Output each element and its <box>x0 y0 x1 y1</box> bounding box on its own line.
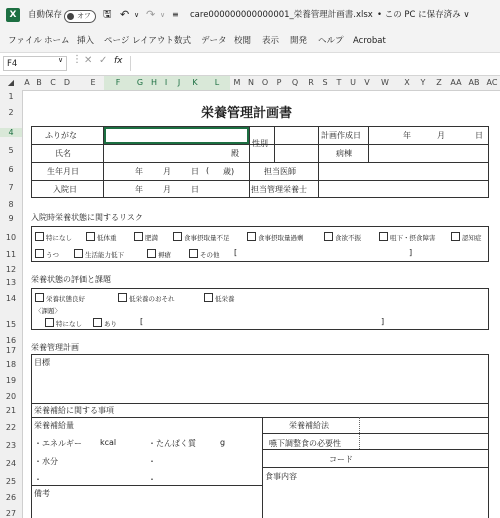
extra-dot-3: ・ <box>148 475 156 484</box>
row-15[interactable]: 15 <box>5 320 17 329</box>
plan-year: 年 <box>403 131 411 140</box>
col-AB[interactable]: AB <box>468 78 480 87</box>
checkbox-icon[interactable] <box>451 232 460 241</box>
col-O[interactable]: O <box>261 78 269 87</box>
save-status[interactable]: • この PC に保存済み ∨ <box>377 10 470 20</box>
checkbox-icon[interactable] <box>35 232 44 241</box>
meal-content-label: 食事内容 <box>265 472 297 481</box>
checkbox-icon[interactable] <box>35 249 44 258</box>
autosave-state: オフ <box>77 12 91 20</box>
risk-anorexia[interactable]: 食欲不振 <box>324 232 361 242</box>
col-U[interactable]: U <box>350 78 356 87</box>
menu-acrobat[interactable]: Acrobat <box>353 36 386 46</box>
age-label: 歳) <box>223 167 235 176</box>
ward-label: 病棟 <box>336 149 352 158</box>
checkbox-icon[interactable] <box>35 293 44 302</box>
birth-year: 年 <box>135 167 143 176</box>
formula-input[interactable] <box>130 56 497 71</box>
checkbox-icon[interactable] <box>118 293 127 302</box>
toggle-knob-icon <box>67 13 74 20</box>
menu-data[interactable]: データ <box>201 36 227 46</box>
undo-dropdown-icon[interactable]: ∨ <box>134 11 140 19</box>
checkbox-icon[interactable] <box>204 293 213 302</box>
name-label: 氏名 <box>55 149 71 158</box>
redo-icon[interactable]: ↷ <box>146 8 156 21</box>
row-26[interactable]: 26 <box>5 493 17 502</box>
title-bar <box>0 0 500 30</box>
customize-toolbar-icon[interactable]: ≡ <box>172 10 179 19</box>
checkbox-icon[interactable] <box>379 232 388 241</box>
supplement-amount-label: 栄養補給量 <box>34 421 74 430</box>
risk-depression[interactable]: うつ <box>35 249 59 259</box>
row-22[interactable]: 22 <box>5 423 17 432</box>
risk-underweight[interactable]: 低体重 <box>86 232 117 242</box>
swallow-label: 嚥下調整食の必要性 <box>269 439 341 448</box>
checkbox-icon[interactable] <box>247 232 256 241</box>
supplement-method-label: 栄養補給法 <box>289 421 329 430</box>
enter-icon[interactable]: ✓ <box>99 55 108 66</box>
protein-label: ・たんぱく質 <box>148 439 196 448</box>
row-5[interactable]: 5 <box>8 146 14 155</box>
autosave-label: 自動保存 <box>28 10 63 20</box>
active-cell-F4[interactable] <box>104 127 249 144</box>
col-E[interactable]: E <box>90 78 96 87</box>
formula-bar <box>0 53 500 76</box>
risk-other-bracket-close: ] <box>409 248 413 257</box>
plan-box <box>31 354 489 518</box>
more-icon: ⋮ <box>72 54 82 65</box>
row-11[interactable]: 11 <box>5 250 17 259</box>
birthdate-label: 生年月日 <box>47 167 79 176</box>
remarks-label: 備考 <box>34 489 50 498</box>
risk-intake-low[interactable]: 食事摂取量不足 <box>173 232 230 242</box>
menu-view[interactable]: 表示 <box>262 36 280 46</box>
risk-other[interactable]: その他 <box>189 249 220 259</box>
col-H[interactable]: H <box>148 76 160 90</box>
row-10[interactable]: 10 <box>5 233 17 242</box>
redo-dropdown-icon[interactable]: ∨ <box>160 11 166 19</box>
issue-bracket-open: [ <box>140 317 144 326</box>
eval-malnutrition[interactable]: 低栄養 <box>204 293 235 303</box>
risk-dysphagia[interactable]: 咀下・摂食障害 <box>379 232 436 242</box>
issue-exists[interactable]: あり <box>93 318 117 328</box>
extra-dot-1: ・ <box>148 457 156 466</box>
col-L[interactable]: L <box>204 76 230 90</box>
birth-month: 月 <box>163 167 171 176</box>
row-17[interactable]: 17 <box>5 346 17 355</box>
row-header <box>0 90 23 518</box>
row-13[interactable]: 13 <box>5 278 17 287</box>
row-24[interactable]: 24 <box>5 459 17 468</box>
energy-label: ・エネルギー <box>34 439 82 448</box>
save-icon[interactable]: 🖫 <box>103 9 112 20</box>
admit-year: 年 <box>135 185 143 194</box>
menu-formulas[interactable]: 数式 <box>174 36 192 46</box>
dono-label: 殿 <box>231 149 239 158</box>
col-AC[interactable]: AC <box>486 78 498 87</box>
col-T[interactable]: T <box>336 78 342 87</box>
col-AA[interactable]: AA <box>450 78 462 87</box>
furigana-label: ふりがな <box>45 131 77 140</box>
risk-other-bracket-open: [ <box>234 248 238 257</box>
row-21[interactable]: 21 <box>5 406 17 415</box>
row-18[interactable]: 18 <box>5 360 17 369</box>
ribbon-menu <box>0 30 500 53</box>
col-I[interactable]: I <box>160 76 172 90</box>
col-P[interactable]: P <box>276 78 282 87</box>
code-label: コード <box>329 455 353 464</box>
checkbox-icon[interactable] <box>173 232 182 241</box>
checkbox-icon[interactable] <box>147 249 156 258</box>
risk-intake-high[interactable]: 食事摂取量過剰 <box>247 232 304 242</box>
col-Y[interactable]: Y <box>420 78 426 87</box>
worksheet[interactable] <box>23 90 500 518</box>
select-all-corner[interactable]: ◢ <box>7 78 15 87</box>
age-open: ( <box>206 166 210 175</box>
extra-dot-2: ・ <box>34 475 42 484</box>
file-name: care000000000000001_栄養管理計画書.xlsx <box>190 10 373 20</box>
row-23[interactable]: 23 <box>5 441 17 450</box>
plan-date-label: 計画作成日 <box>321 131 361 140</box>
row-2[interactable]: 2 <box>8 108 14 117</box>
col-A[interactable]: A <box>24 78 30 87</box>
row-9[interactable]: 9 <box>8 214 14 223</box>
row-19[interactable]: 19 <box>5 376 17 385</box>
row-14[interactable]: 14 <box>5 294 17 303</box>
row-25[interactable]: 25 <box>5 477 17 486</box>
menu-insert[interactable]: 挿入 <box>77 36 95 46</box>
issue-none[interactable]: 特になし <box>45 318 82 328</box>
col-J[interactable]: J <box>172 76 186 90</box>
col-W[interactable]: W <box>381 78 389 87</box>
col-C[interactable]: C <box>50 78 56 87</box>
goal-label: 目標 <box>34 358 50 367</box>
admission-label: 入院日 <box>53 185 77 194</box>
risk-obesity[interactable]: 肥満 <box>134 232 158 242</box>
checkbox-icon[interactable] <box>189 249 198 258</box>
col-D[interactable]: D <box>63 78 71 87</box>
g-unit: g <box>220 438 226 447</box>
row-8[interactable]: 8 <box>8 200 14 209</box>
row-12[interactable]: 12 <box>5 265 17 274</box>
menu-file[interactable]: ファイル <box>8 36 42 46</box>
col-X[interactable]: X <box>404 78 410 87</box>
col-N[interactable]: N <box>248 78 254 87</box>
col-F[interactable]: F <box>104 76 132 90</box>
checkbox-icon[interactable] <box>134 232 143 241</box>
eval-good[interactable]: 栄養状態良好 <box>35 293 85 303</box>
col-S[interactable]: S <box>322 78 328 87</box>
risk-pressure-ulcer[interactable]: 褥瘡 <box>147 249 171 259</box>
col-Q[interactable]: Q <box>291 78 299 87</box>
row-27[interactable]: 27 <box>5 509 17 518</box>
row-1[interactable]: 1 <box>8 92 14 101</box>
row-4[interactable]: 4 <box>0 128 22 137</box>
col-Z[interactable]: Z <box>436 78 442 87</box>
checkbox-icon[interactable] <box>324 232 333 241</box>
checkbox-icon[interactable] <box>74 249 83 258</box>
risk-none[interactable]: 特になし <box>35 232 72 242</box>
name-box-dropdown-icon[interactable]: ∨ <box>58 56 64 64</box>
autosave-toggle[interactable] <box>64 10 96 23</box>
checkbox-icon[interactable] <box>93 318 102 327</box>
column-header <box>0 76 500 91</box>
dietitian-label: 担当管理栄養士 <box>251 185 307 194</box>
menu-review[interactable]: 校閲 <box>234 36 252 46</box>
checkbox-icon[interactable] <box>86 232 95 241</box>
kcal-unit: kcal <box>100 438 117 447</box>
water-label: ・水分 <box>34 457 58 466</box>
row-6[interactable]: 6 <box>8 165 14 174</box>
row-7[interactable]: 7 <box>8 183 14 192</box>
row-20[interactable]: 20 <box>5 392 17 401</box>
plan-day: 日 <box>475 131 483 140</box>
insert-function-icon[interactable]: fx <box>114 56 123 66</box>
eval-title: 栄養状態の評価と課題 <box>31 275 111 284</box>
sheet-title: 栄養管理計画書 <box>201 106 293 121</box>
risk-title: 入院時栄養状態に関するリスク <box>31 213 143 222</box>
menu-help[interactable]: ヘルプ <box>318 36 344 46</box>
risk-living-ability[interactable]: 生活能力低下 <box>74 249 124 259</box>
admit-day: 日 <box>191 185 199 194</box>
undo-icon[interactable]: ↶ <box>120 8 130 21</box>
cancel-icon[interactable]: ✕ <box>84 55 93 66</box>
supplement-title: 栄養補給に関する事項 <box>34 406 114 415</box>
col-R[interactable]: R <box>308 78 314 87</box>
issue-label: 〈課題〉 <box>35 307 61 315</box>
risk-dementia[interactable]: 認知症 <box>451 232 482 242</box>
doctor-label: 担当医師 <box>264 167 296 176</box>
sex-label: 性別 <box>252 139 268 148</box>
menu-home[interactable]: ホーム <box>44 36 70 46</box>
checkbox-icon[interactable] <box>45 318 54 327</box>
col-M[interactable]: M <box>233 78 241 87</box>
excel-logo-icon: X <box>6 8 20 22</box>
col-K[interactable]: K <box>186 76 204 90</box>
eval-risk[interactable]: 低栄養のおそれ <box>118 293 175 303</box>
plan-month: 月 <box>437 131 445 140</box>
menu-page-layout[interactable]: ページ レイアウト <box>104 36 174 46</box>
col-G[interactable]: G <box>132 76 148 90</box>
issue-bracket-close: ] <box>381 317 385 326</box>
admit-month: 月 <box>163 185 171 194</box>
col-B[interactable]: B <box>36 78 42 87</box>
col-V[interactable]: V <box>364 78 370 87</box>
plan-title: 栄養管理計画 <box>31 343 79 352</box>
row-16[interactable]: 16 <box>5 336 17 345</box>
name-box[interactable]: F4 <box>3 56 67 71</box>
menu-developer[interactable]: 開発 <box>290 36 308 46</box>
birth-day: 日 <box>191 167 199 176</box>
